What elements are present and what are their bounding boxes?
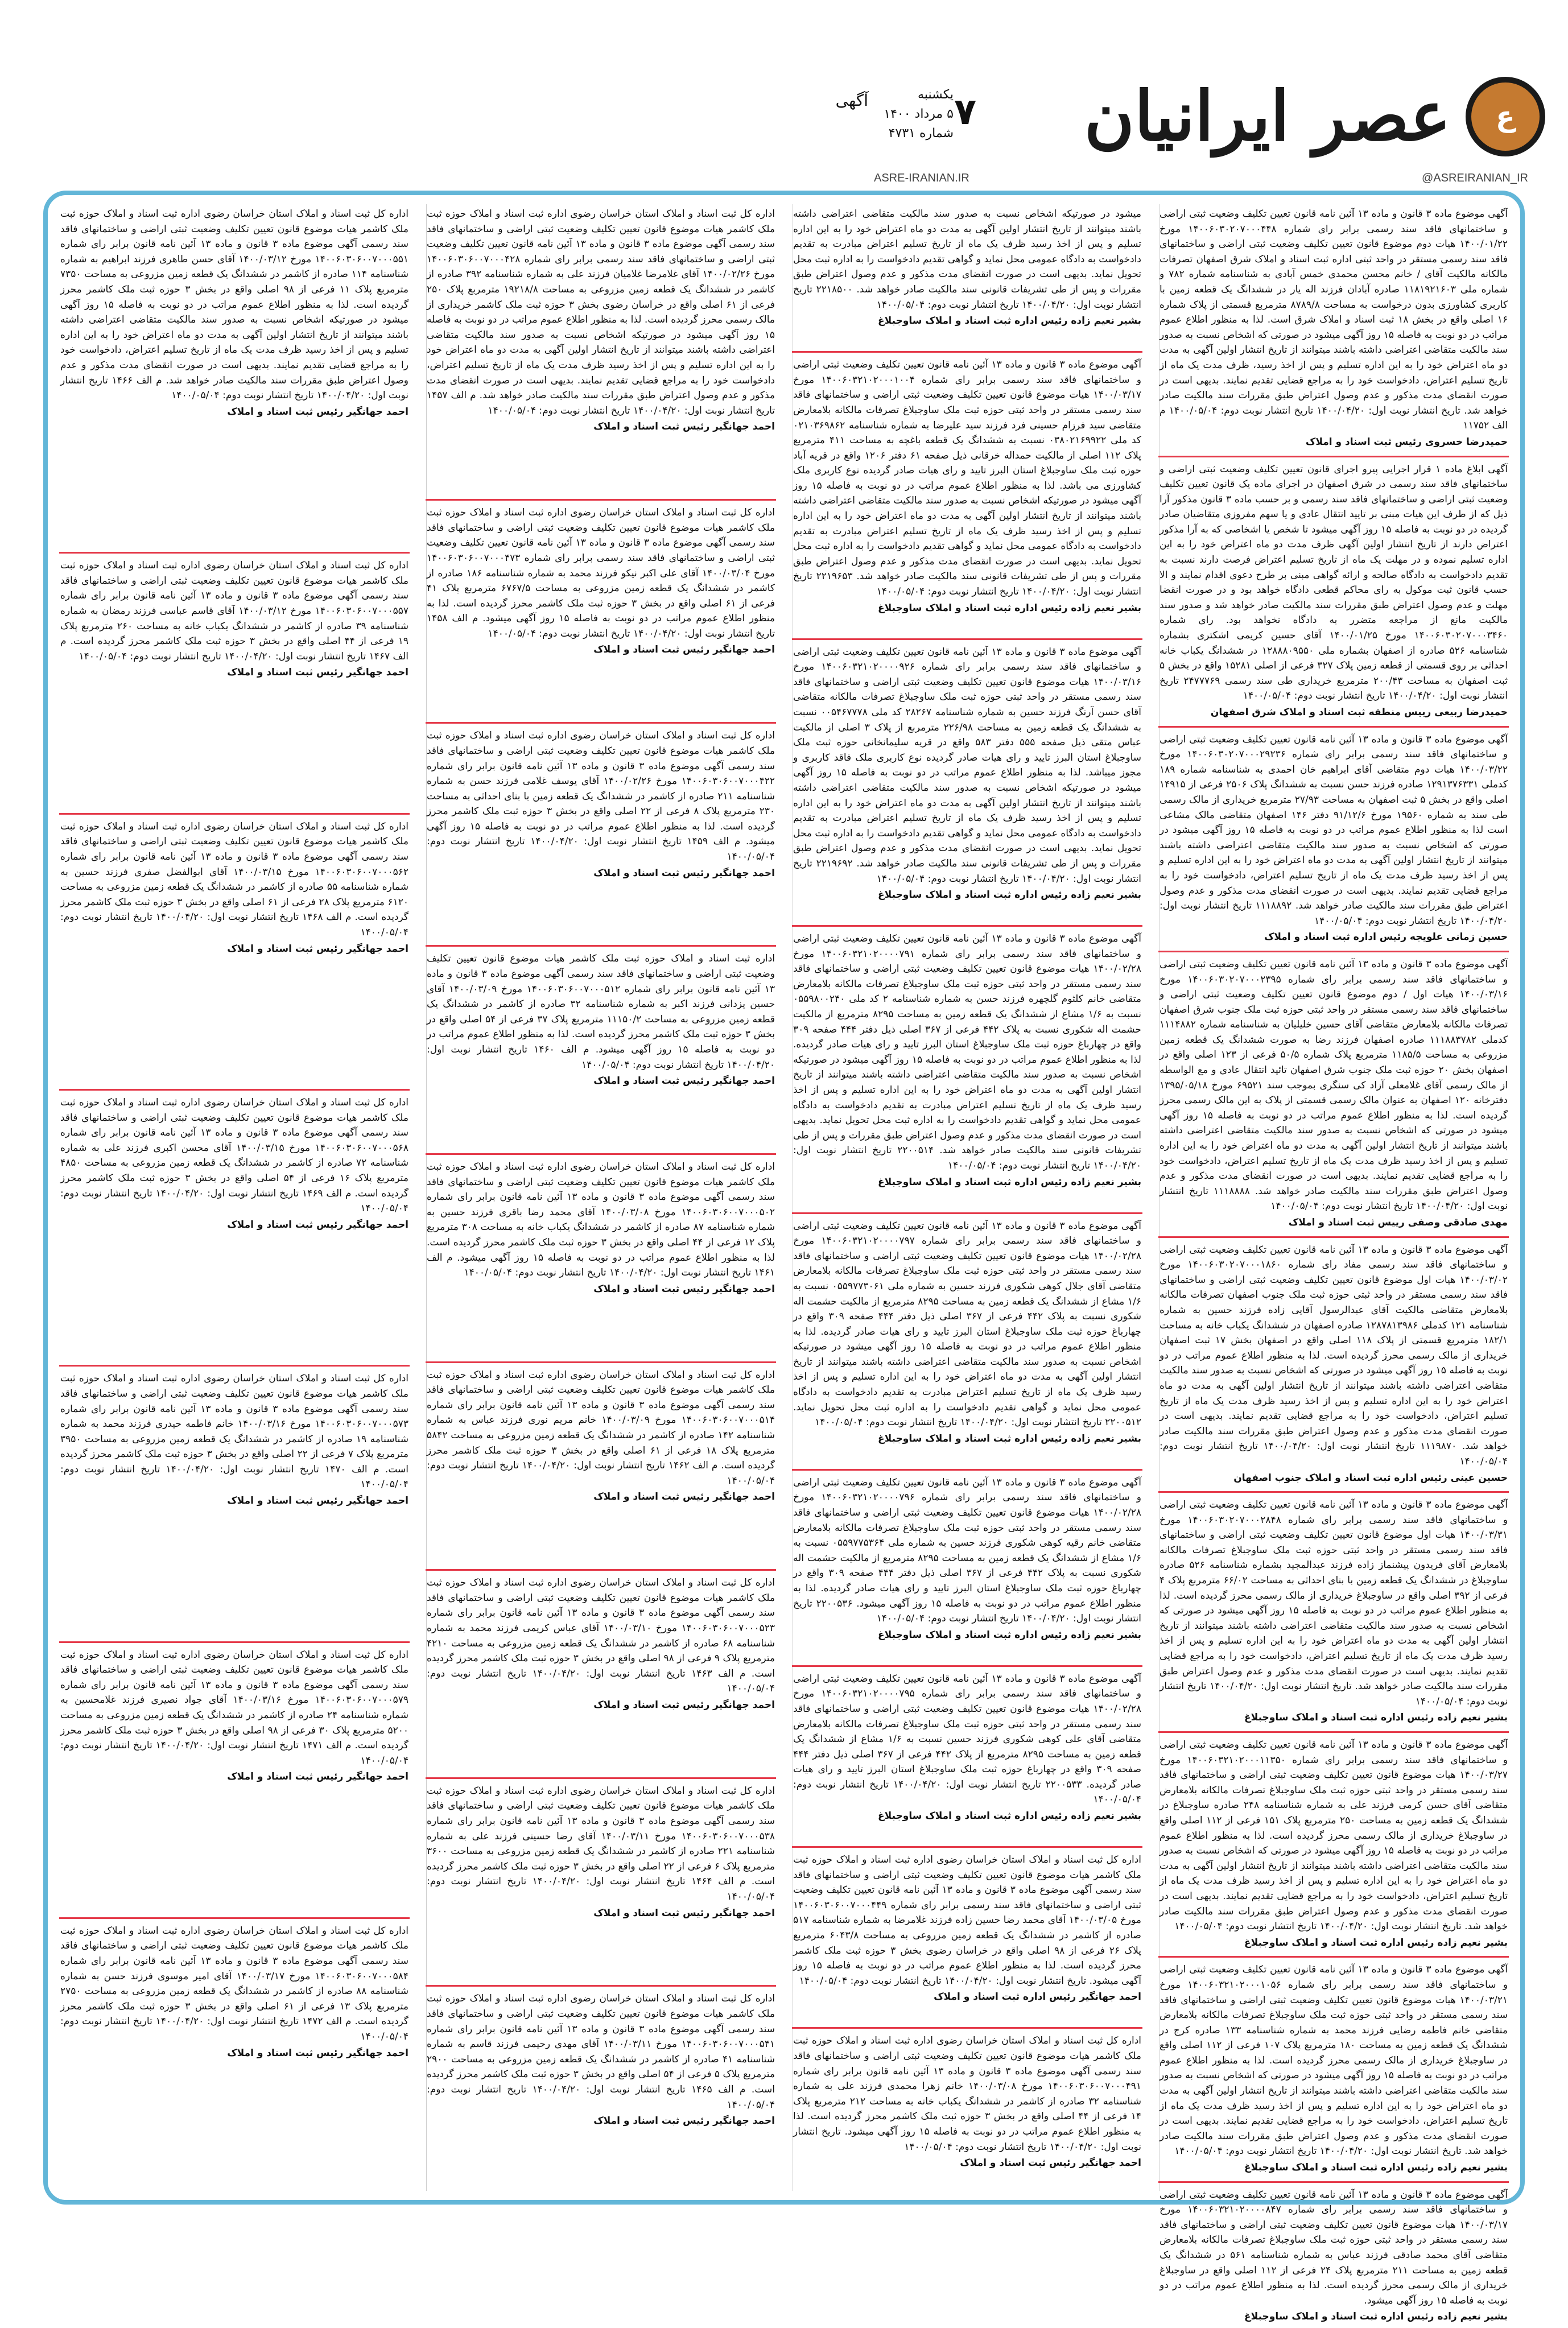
legal-notice — [792, 1669, 1142, 1844]
issue-date: ۵ مرداد ۱۴۰۰ — [884, 107, 954, 121]
legal-notice — [59, 556, 410, 811]
notice-body: اداره کل ثبت اسناد و املاک استان خراسان رضوی اداره ثبت اسناد و املاک حوزه ثبت ملک کاشمر هیات موضوع قانون تعیین تکلیف وضعیت ثبتی اراضی و ساختمانهای فاقد سند رسمی آگهی موضوع ماده ۳ قانون و ماده ۱۳ آئین نامه قانون تعیین تکلیف وضعیت ثبتی اراضی و ساختمانهای فاقد سند رسمی برابر رای شماره ۱۴۰۰۶۰۳۰۶۰۰۷۰۰۰۴۲۸ مورخ ۱۴۰۰/۰۲/۲۶ آقای غلامرضا غلامیان فرزند علی به شماره شناسنامه ۳۹۲ صادره از کاشمر در ششدانگ یک قطعه زمین مزروعی به مساحت ۱۹۲۱۸/۸ مترمربع پلاک ۲۵۰ فرعی از ۶۱ اصلی واقع در خراسان رضوی بخش ۳ حوزه ثبت ملک کاشمر خریداری از مالک رسمی محرز گردیده است. لذا به منظور اطلاع عموم مراتب در دو نوبت به فاصله ۱۵ روز آگهی میشود در صورتیکه اشخاص نسبت به صدور سند مالکیت متقاضی اعتراضی داشته باشند میتوانند از تاریخ انتشار اولین آگهی به مدت دو ماه اعتراض خود را به این اداره تسلیم و پس از اخذ رسید ظرف مدت یک ماه از تاریخ تسلیم اعتراض، دادخواست خود را به مراجع قضایی تقدیم نمایند. بدیهی است در صورت انقضای مدت مذکور و عدم وصول اعتراض طبق مقررات سند مالکیت صادر خواهد شد. م الف ۱۴۵۷ تاریخ انتشار نوبت اول: ۱۴۰۰/۰۴/۲۰ تاریخ انتشار نوبت دوم: ۱۴۰۰/۰۵/۰۴ — [427, 208, 775, 416]
notice-body: اداره کل ثبت اسناد و املاک استان خراسان رضوی اداره ثبت اسناد و املاک حوزه ثبت ملک کاشمر هیات موضوع قانون تعیین تکلیف وضعیت ثبتی اراضی و ساختمانهای فاقد سند رسمی آگهی موضوع ماده ۳ قانون و ماده ۱۳ آئین نامه قانون برابر رای شماره ۱۴۰۰۶۰۳۰۶۰۰۷۰۰۰۴۲۲ مورخ ۱۴۰۰/۰۲/۲۶ آقای یوسف غلامی فرزند حسن به شماره شناسنامه ۲۱۱ صادره از کاشمر در ششدانگ یک قطعه زمین با بنای احداثی به مساحت ۲۳۰ مترمربع پلاک ۸ فرعی از ۲۲ اصلی واقع در بخش ۳ حوزه ثبت ملک کاشمر محرز گردیده است. لذا به منظور اطلاع عموم مراتب در دو نوبت به فاصله ۱۵ روز آگهی میشود. م الف ۱۴۵۹ تاریخ انتشار نوبت اول: ۱۴۰۰/۰۴/۲۰ تاریخ انتشار نوبت دوم: ۱۴۰۰/۰۵/۰۴ — [427, 730, 775, 863]
notice-signature: حمیدرضا خسروی رئیس ثبت اسناد و املاک — [1305, 436, 1508, 448]
ad-separator — [426, 499, 776, 501]
notice-signature: احمد جهانگیر رئیس ثبت اسناد و املاک — [593, 2115, 775, 2127]
ad-separator — [792, 2027, 1142, 2029]
ad-separator — [792, 1212, 1142, 1214]
notice-signature: بشیر نعیم زاده رئیس اداره ثبت اسناد و املاک ساوجبلاغ — [878, 1810, 1141, 1822]
ad-separator — [426, 1777, 776, 1779]
notice-body: اداره کل ثبت اسناد و املاک استان خراسان رضوی اداره ثبت اسناد و املاک حوزه ثبت ملک کاشمر هیات موضوع قانون تعیین تکلیف وضعیت ثبتی اراضی و ساختمانهای فاقد سند رسمی آگهی موضوع ماده ۳ قانون و ماده ۱۳ آئین نامه قانون برابر رای شماره ۱۴۰۰۶۰۳۰۶۰۰۷۰۰۰۵۷۳ مورخ ۱۴۰۰/۰۳/۱۶ خانم فاطمه حیدری فرزند محمد به شماره شناسنامه ۱۹ صادره از کاشمر در ششدانگ یک قطعه زمین مزروعی به مساحت ۳۹۵۰ مترمربع پلاک ۷ فرعی از ۲۲ اصلی واقع در بخش ۳ حوزه ثبت ملک کاشمر محرز گردیده است. م الف ۱۴۷۰ تاریخ انتشار نوبت اول: ۱۴۰۰/۰۴/۲۰ تاریخ انتشار نوبت دوم: ۱۴۰۰/۰۵/۰۴ — [60, 1373, 409, 1491]
notice-body: اداره کل ثبت اسناد و املاک استان خراسان رضوی اداره ثبت اسناد و املاک حوزه ثبت ملک کاشمر هیات موضوع قانون تعیین تکلیف وضعیت ثبتی اراضی و ساختمانهای فاقد سند رسمی آگهی موضوع ماده ۳ قانون و ماده ۱۳ آئین نامه قانون برابر رای شماره ۱۴۰۰۶۰۳۰۶۰۰۷۰۰۰۵۵۷ مورخ ۱۴۰۰/۰۳/۱۲ آقای قاسم عباسی فرزند رمضان به شماره شناسنامه ۳۹ صادره از کاشمر در ششدانگ یکباب خانه به مساحت ۲۶۰ مترمربع پلاک ۱۹ فرعی از ۴۴ اصلی واقع در بخش ۳ حوزه ثبت ملک کاشمر محرز گردیده است. م الف ۱۴۶۷ تاریخ انتشار نوبت اول: ۱۴۰۰/۰۴/۲۰ تاریخ انتشار نوبت دوم: ۱۴۰۰/۰۵/۰۴ — [60, 560, 409, 662]
notice-signature: احمد جهانگیر رئیس ثبت اسناد و املاک — [227, 1771, 408, 1783]
legal-notice — [426, 503, 776, 720]
website-url: ASRE-IRANIAN.IR — [874, 172, 969, 184]
ad-separator — [792, 1469, 1142, 1471]
notice-signature: احمد جهانگیر رئیس ثبت اسناد و املاک — [593, 644, 775, 656]
logo-subline — [874, 172, 1528, 185]
notice-body: آگهی موضوع ماده ۳ قانون و ماده ۱۳ آئین نامه قانون تعیین تکلیف وضعیت ثبتی اراضی و ساختمانهای فاقد سند رسمی برابر رای شماره ۱۴۰۰۶۰۳۲۱۰۲۰۰۰۰۸۴۷ مورخ ۱۴۰۰/۰۳/۱۷ هیات موضوع قانون تعیین تکلیف وضعیت ثبتی اراضی و ساختمانهای فاقد سند رسمی مستقر در واحد ثبتی حوزه ثبت ملک ساوجبلاغ تصرفات مالکانه بلامعارض متقاضی آقای محمد صادقی فرزند عباس به شماره شناسنامه ۵۶۱ در ششدانگ یک قطعه زمین به مساحت ۲۱۱ مترمربع پلاک ۲۴ فرعی از ۱۱۲ اصلی واقع در ساوجبلاغ خریداری از مالک رسمی محرز گردیده است. لذا به منظور اطلاع عموم مراتب در دو نوبت به فاصله ۱۵ روز آگهی میشود. — [1160, 2189, 1508, 2306]
notice-body: اداره کل ثبت اسناد و املاک استان خراسان رضوی اداره ثبت اسناد و املاک حوزه ثبت ملک کاشمر هیات موضوع قانون تعیین تکلیف وضعیت ثبتی اراضی و ساختمانهای فاقد سند رسمی آگهی موضوع ماده ۳ قانون و ماده ۱۳ آئین نامه قانون تعیین تکلیف وضعیت ثبتی اراضی و ساختمانهای فاقد سند رسمی برابر رای شماره ۱۴۰۰۶۰۳۰۶۰۰۷۰۰۰۴۴۹ مورخ ۱۴۰۰/۰۳/۰۵ آقای محمد رضا حسین زاده فرزند غلامرضا به شماره شناسنامه ۵۱۷ صادره از کاشمر در ششدانگ یک قطعه زمین مزروعی به مساحت ۶۰۴۳/۸ مترمربع پلاک ۲۶ فرعی از ۹۸ اصلی واقع در خراسان رضوی بخش ۳ حوزه ثبت ملک کاشمر محرز گردیده است. لذا به منظور اطلاع عموم مراتب در دو نوبت به فاصله ۱۵ روز آگهی میشود. تاریخ انتشار نوبت اول: ۱۴۰۰/۰۴/۲۰ تاریخ انتشار نوبت دوم: ۱۴۰۰/۰۵/۰۴ — [793, 1854, 1141, 1987]
notice-body: اداره ثبت اسناد و املاک حوزه ثبت ملک کاشمر هیات موضوع قانون تعیین تکلیف وضعیت ثبتی اراضی و ساختمانهای فاقد سند رسمی آگهی موضوع ماده ۳ قانون و ماده ۱۳ آئین نامه قانون برابر رای شماره ۱۴۰۰۶۰۳۰۶۰۰۷۰۰۰۵۱۲ مورخ ۱۴۰۰/۰۳/۰۹ آقای حسین یزدانی فرزند اکبر به شماره شناسنامه ۳۲ صادره از کاشمر در ششدانگ یک قطعه زمین مزروعی به مساحت ۱۱۱۵۰/۲ مترمربع پلاک ۳۷ فرعی از ۵۴ اصلی واقع در بخش ۳ حوزه ثبت ملک کاشمر محرز گردیده است. لذا به منظور اطلاع عموم مراتب در دو نوبت به فاصله ۱۵ روز آگهی میشود. م الف ۱۴۶۰ تاریخ انتشار نوبت اول: ۱۴۰۰/۰۴/۲۰ تاریخ انتشار نوبت دوم: ۱۴۰۰/۰۵/۰۴ — [427, 953, 775, 1071]
notice-body: آگهی موضوع ماده ۳ قانون و ماده ۱۳ آئین نامه قانون تعیین تکلیف وضعیت ثبتی اراضی و ساختمانهای فاقد سند رسمی برابر رای شماره ۱۴۰۰۶۰۳۲۱۰۲۰۰۰۱۰۰۴ مورخ ۱۴۰۰/۰۳/۱۷ هیات موضوع قانون تعیین تکلیف وضعیت ثبتی اراضی و ساختمانهای فاقد سند رسمی مستقر در واحد ثبتی حوزه ثبت ملک ساوجبلاغ تصرفات مالکانه بلامعارض متقاضی سید فرزام حسینی فرد فرزند سید علیرضا به شماره شناسنامه ۰۲۱۰۳۶۹۸۶۲ کد ملی ۰۳۸۰۲۱۶۹۹۲۲ نسبت به ششدانگ یک قطعه باغچه به مساحت ۴۱۱ مترمربع پلاک ۱۱۲ اصلی از مالکیت حمداله خرقانی ذیل صفحه ۶۱ دفتر ۱۲۰۶ واقع در قریه آباد حوزه ثبت ملک ساوجبلاغ استان البرز تایید و رای هیات صادر گردیده نوع کاربری ملک کشاورزی می باشد. لذا به منظور اطلاع عموم مراتب در دو نوبت به فاصله ۱۵ روز آگهی میشود در صورتیکه اشخاص نسبت به صدور سند مالکیت متقاضی اعتراضی داشته باشند میتوانند از تاریخ انتشار اولین آگهی به مدت دو ماه اعتراض خود را به این اداره تسلیم و پس از اخذ رسید ظرف یک ماه از تاریخ تسلیم اعتراض مبادرت به تقدیم دادخواست به دادگاه عمومی محل نماید و گواهی تقدیم دادخواست را به اداره ثبت محل تحویل نماید. بدیهی است در صورت انقضای مدت مذکور و عدم وصول اعتراض طبق مقررات و پس از طی تشریفات قانونی سند مالکیت صادر خواهد شد. ۲۲۱۹۶۵۳ تاریخ انتشار نوبت اول: ۱۴۰۰/۰۴/۲۰ تاریخ انتشار نوبت دوم: ۱۴۰۰/۰۵/۰۴ — [793, 359, 1142, 598]
notice-signature: احمد جهانگیر رئیس ثبت اسناد و املاک — [593, 1075, 775, 1087]
ad-separator — [792, 925, 1142, 927]
ad-columns — [59, 204, 1509, 2323]
legal-notice — [59, 1369, 410, 1638]
legal-notice — [59, 1645, 410, 1915]
issue-number: شماره ۴۷۳۱ — [888, 126, 954, 141]
logo-emblem-icon — [1466, 77, 1545, 156]
notice-signature: حسین عینی رئیس اداره ثبت اسناد و املاک جنوب اصفهان — [1233, 1472, 1508, 1484]
ad-separator — [1158, 726, 1509, 728]
ad-separator — [59, 1641, 410, 1643]
notice-body: آگهی موضوع ماده ۳ قانون و ماده ۱۳ آئین نامه قانون تعیین تکلیف وضعیت ثبتی اراضی و ساختمانهای فاقد سند رسمی برابر رای شماره ۱۴۰۰۶۰۳۰۲۰۷۰۰۰۲۸۴۸ مورخ ۱۴۰۰/۰۳/۳۱ هیات اول موضوع قانون تعیین تکلیف وضعیت ثبتی اراضی و ساختمانهای فاقد سند رسمی مستقر در واحد ثبتی حوزه ثبت ملک ساوجبلاغ تصرفات مالکانه بلامعارض آقای فریدون پیشنماز زاده فرزند عبدالمجید بشماره شناسنامه ۵۲۶ صادره ساوجبلاغ در ششدانگ یک قطعه زمین با بنای احداثی به مساحت ۶۶/۰۲ مترمربع پلاک ۴ فرعی از ۳۹۲ اصلی واقع در ساوجبلاغ خریداری از مالک رسمی محرز گردیده است. لذا به منظور اطلاع عموم مراتب در دو نوبت به فاصله ۱۵ روز آگهی میشود در صورتی که اشخاص نسبت به صدور سند مالکیت متقاضی اعتراضی داشته باشند میتوانند از تاریخ انتشار اولین آگهی به مدت دو ماه اعتراض خود را به این اداره تسلیم و پس از اخذ رسید ظرف مدت یک ماه از تاریخ تسلیم اعتراض، دادخواست خود را به مراجع قضایی تقدیم نمایند. بدیهی است در صورت انقضای مدت مذکور و عدم وصول اعتراض طبق مقررات سند مالکیت صادر خواهد شد. تاریخ انتشار نوبت اول: ۱۴۰۰/۰۴/۲۰ تاریخ انتشار نوبت دوم: ۱۴۰۰/۰۵/۰۴ — [1160, 1499, 1508, 1707]
notice-signature: احمد جهانگیر رئیس ثبت اسناد و املاک — [227, 1219, 408, 1231]
page-number: ۷ — [954, 91, 976, 133]
notice-signature: احمد جهانگیر رئیس ثبت اسناد و املاک — [227, 943, 408, 955]
notice-body: آگهی موضوع ماده ۳ قانون و ماده ۱۳ آئین نامه قانون تعیین تکلیف وضعیت ثبتی اراضی و ساختمانهای فاقد سند رسمی برابر رای شماره ۱۴۰۰۶۰۳۲۱۰۲۰۰۰۱۰۵۶ مورخ ۱۴۰۰/۰۳/۲۱ هیات موضوع قانون تعیین تکلیف وضعیت ثبتی اراضی و ساختمانهای فاقد سند رسمی مستقر در واحد ثبتی حوزه ثبت ملک ساوجبلاغ تصرفات مالکانه بلامعارض متقاضی خانم فاطمه رضایی فرزند محمد به شماره شناسنامه ۱۳۳ صادره کرج در ششدانگ یک قطعه زمین به مساحت ۱۸۰ مترمربع پلاک ۱۰۷ فرعی از ۱۱۲ اصلی واقع در ساوجبلاغ خریداری از مالک رسمی محرز گردیده است. لذا به منظور اطلاع عموم مراتب در دو نوبت به فاصله ۱۵ روز آگهی میشود در صورتی که اشخاص نسبت به صدور سند مالکیت متقاضی اعتراضی داشته باشند میتوانند از تاریخ انتشار اولین آگهی به مدت دو ماه اعتراض خود را به این اداره تسلیم و پس از اخذ رسید ظرف مدت یک ماه از تاریخ تسلیم اعتراض، دادخواست خود را به مراجع قضایی تقدیم نمایند. بدیهی است در صورت انقضای مدت مذکور و عدم وصول اعتراض طبق مقررات سند مالکیت صادر خواهد شد. تاریخ انتشار نوبت اول: ۱۴۰۰/۰۴/۲۰ تاریخ انتشار نوبت دوم: ۱۴۰۰/۰۵/۰۴ — [1160, 1964, 1508, 2157]
legal-notice — [792, 1473, 1142, 1663]
legal-notice — [1158, 460, 1509, 724]
legal-notice — [426, 1989, 776, 2191]
ad-separator — [792, 1846, 1142, 1848]
notice-signature: حسین زمانی علویجه رئیس اداره ثبت اسناد و املاک — [1264, 931, 1508, 943]
notice-signature: بشیر نعیم زاده رئیس اداره ثبت اسناد و املاک ساوجبلاغ — [878, 1176, 1141, 1188]
notice-signature: بشیر نعیم زاده رئیس اداره ثبت اسناد و املاک ساوجبلاغ — [1244, 1937, 1508, 1949]
notice-signature: احمد جهانگیر رئیس ثبت اسناد و املاک — [593, 1699, 775, 1711]
notice-signature: احمد جهانگیر رئیس ثبت اسناد و املاک — [227, 1495, 408, 1507]
legal-notice — [1158, 1735, 1509, 1954]
legal-notice — [792, 642, 1142, 923]
ad-separator — [426, 1361, 776, 1363]
notice-body: آگهی ابلاغ ماده ۱ قرار اجرایی پیرو اجرای قانون تعیین تکلیف وضعیت ثبتی اراضی و ساختمانهای فاقد سند رسمی در شرق اصفهان در اجرای ماده یک قانون تعیین تکلیف وضعیت ثبتی اراضی و ساختمانهای فاقد سند رسمی و بر حسب ماده ۳ قانون مذکور آرا ذیل که از طرف این هیات مبنی بر تایید انتقال عادی و یا سهم مفروزی متقاضیان صادر گردیده در دو نوبت به فاصله ۱۵ روز آگهی میشود تا شخص یا اشخاصی که به آرا مذکور اعتراض دارند از تاریخ انتشار اولین آگهی ظرف مدت دو ماه اعتراض خود را به این اداره تسلیم نموده و در مهلت یک ماه از تاریخ تسلیم اعتراض فرصت دارند نسبت به تقدیم دادخواست به دادگاه صالحه و ارائه گواهی مبنی بر طرح دعوی اقدام نمایند و الا حسب قانون ثبت موکول به رای محاکم قطعی دادگاه خواهد بود و در صورت انقضا مهلت و عدم وصول اعتراض طبق مقررات سند مالکیت صادر خواهد شد و صدور سند مالکیت مانع از مراجعه متضرر به دادگاه نخواهد بود. رای شماره ۱۴۰۰۶۰۳۰۲۰۷۰۰۰۳۴۶۰ مورخ ۱۴۰۰/۰۱/۲۵ آقای حسین کریمی اشکتری بشماره شناسنامه ۵۲۶ صادره از اصفهان بشماره ملی ۱۲۸۸۸۰۹۵۵۰ در ششدانگ یکباب خانه احداثی بر روی قسمتی از قطعه زمین پلاک ۳۲۷ فرعی از اصلی ۱۵۲۸۱ واقع در بخش ۵ ثبت اصفهان به مساحت ۲۰۰/۴۳ مترمربع خریداری طی سند رسمی ۲۴۷۷۷۶۹ تاریخ انتشار نوبت اول: ۱۴۰۰/۰۴/۲۰ تاریخ انتشار نوبت دوم: ۱۴۰۰/۰۵/۰۴ — [1160, 463, 1508, 702]
notice-body: آگهی موضوع ماده ۳ قانون و ماده ۱۳ آئین نامه قانون تعیین تکلیف وضعیت ثبتی اراضی و ساختمانهای فاقد سند رسمی برابر رای شماره ۱۴۰۰۶۰۳۲۱۰۲۰۰۰۰۷۹۱ مورخ ۱۴۰۰/۰۲/۲۸ هیات موضوع قانون تعیین تکلیف وضعیت ثبتی اراضی و ساختمانهای فاقد سند رسمی مستقر در واحد ثبتی حوزه ثبت ملک ساوجبلاغ تصرفات مالکانه بلامعارض متقاضی خانم کلثوم گلچهره فرزند حسن به شماره شناسنامه ۲ کد ملی ۰۵۵۹۸۰۰۲۴۰ نسبت به ۱/۶ مشاع از ششدانگ یک قطعه زمین به مساحت ۸۲۹۵ مترمربع از مالکیت حشمت اله شکوری نسبت به پلاک ۴۴۲ فرعی از ۳۶۷ اصلی ذیل دفتر ۴۴۴ صفحه ۳۰۹ واقع در چهارباغ حوزه ثبت ملک ساوجبلاغ استان البرز تایید و رای هیات صادر گردیده. لذا به منظور اطلاع عموم مراتب در دو نوبت به فاصله ۱۵ روز آگهی میشود در صورتیکه اشخاص نسبت به صدور سند مالکیت متقاضی اعتراضی داشته باشند میتوانند از تاریخ انتشار اولین آگهی به مدت دو ماه اعتراض خود را به این اداره تسلیم و پس از اخذ رسید ظرف یک ماه از تاریخ تسلیم اعتراض مبادرت به تقدیم دادخواست به دادگاه عمومی محل نماید و گواهی تقدیم دادخواست را به اداره ثبت محل تحویل نماید. بدیهی است در صورت انقضای مدت مذکور و عدم وصول اعتراض طبق مقررات و پس از طی تشریفات قانونی سند مالکیت صادر خواهد شد. ۲۲۰۰۵۱۴ تاریخ انتشار نوبت اول: ۱۴۰۰/۰۴/۲۰ تاریخ انتشار نوبت دوم: ۱۴۰۰/۰۵/۰۴ — [793, 933, 1142, 1171]
ad-separator — [426, 1153, 776, 1155]
legal-notice — [792, 2031, 1142, 2191]
notice-body: اداره کل ثبت اسناد و املاک استان خراسان رضوی اداره ثبت اسناد و املاک حوزه ثبت ملک کاشمر هیات موضوع قانون تعیین تکلیف وضعیت ثبتی اراضی و ساختمانهای فاقد سند رسمی آگهی موضوع ماده ۳ قانون و ماده ۱۳ آئین نامه قانون برابر رای شماره ۱۴۰۰۶۰۳۰۶۰۰۷۰۰۰۵۳۸ مورخ ۱۴۰۰/۰۳/۱۱ آقای رضا حسینی فرزند علی به شماره شناسنامه ۲۲۱ صادره از کاشمر در ششدانگ یک قطعه زمین مزروعی به مساحت ۳۶۰۰ مترمربع پلاک ۶ فرعی از ۲۲ اصلی واقع در بخش ۳ حوزه ثبت ملک کاشمر محرز گردیده است. م الف ۱۴۶۴ تاریخ انتشار نوبت اول: ۱۴۰۰/۰۴/۲۰ تاریخ انتشار نوبت دوم: ۱۴۰۰/۰۵/۰۴ — [427, 1785, 775, 1902]
notice-body: آگهی موضوع ماده ۳ قانون و ماده ۱۳ آئین نامه قانون تعیین تکلیف وضعیت ثبتی اراضی و ساختمانهای فاقد سند رسمی برابر رای شماره ۱۴۰۰۶۰۳۲۱۰۲۰۰۰۰۹۲۶ مورخ ۱۴۰۰/۰۳/۱۶ هیات موضوع قانون تعیین تکلیف وضعیت ثبتی اراضی و ساختمانهای فاقد سند رسمی مستقر در واحد ثبتی حوزه ثبت ملک ساوجبلاغ تصرفات مالکانه متقاضی آقای حسن آرنگ فرزند حسین به شماره شناسنامه ۲۸۲۶۷ کد ملی ۰۰۵۴۶۷۷۷۸ نسبت به ششدانگ یک قطعه زمین به مساحت ۲۲۶/۹۸ مترمربع از پلاک ۳ اصلی از مالکیت عباس متقی ذیل صفحه ۵۵۵ دفتر ۵۸۳ واقع در قریه سلیمانخانی حوزه ثبت ملک ساوجبلاغ استان البرز تایید و رای هیات صادر گردیده نوع کاربری ملک فاقد کاربری و مجوز میباشد. لذا به منظور اطلاع عموم مراتب در دو نوبت به فاصله ۱۵ روز آگهی میشود در صورتیکه اشخاص نسبت به صدور سند مالکیت متقاضی اعتراضی داشته باشند میتوانند از تاریخ انتشار اولین آگهی به مدت دو ماه اعتراض خود را به این اداره تسلیم و پس از اخذ رسید ظرف یک ماه از تاریخ تسلیم اعتراض مبادرت به تقدیم دادخواست به دادگاه عمومی محل نماید و گواهی تقدیم دادخواست را به اداره ثبت محل تحویل نماید. بدیهی است در صورت انقضای مدت مذکور و عدم وصول اعتراض طبق مقررات و پس از طی تشریفات قانونی سند مالکیت صادر خواهد شد. ۲۲۱۹۶۹۲ تاریخ انتشار نوبت اول: ۱۴۰۰/۰۴/۲۰ تاریخ انتشار نوبت دوم: ۱۴۰۰/۰۵/۰۴ — [793, 646, 1142, 885]
ad-separator — [426, 1569, 776, 1571]
section-label: آگهی — [835, 91, 868, 110]
notice-body: اداره کل ثبت اسناد و املاک استان خراسان رضوی اداره ثبت اسناد و املاک حوزه ثبت ملک کاشمر هیات موضوع قانون تعیین تکلیف وضعیت ثبتی اراضی و ساختمانهای فاقد سند رسمی آگهی موضوع ماده ۳ قانون و ماده ۱۳ آئین نامه قانون برابر رای شماره ۱۴۰۰۶۰۳۰۶۰۰۷۰۰۰۵۶۸ مورخ ۱۴۰۰/۰۳/۱۵ آقای محسن اکبری فرزند علی به شماره شناسنامه ۷۲ صادره از کاشمر در ششدانگ یک قطعه زمین مزروعی به مساحت ۴۸۵۰ مترمربع پلاک ۱۶ فرعی از ۵۴ اصلی واقع در بخش ۳ حوزه ثبت ملک کاشمر محرز گردیده است. م الف ۱۴۶۹ تاریخ انتشار نوبت اول: ۱۴۰۰/۰۴/۲۰ تاریخ انتشار نوبت دوم: ۱۴۰۰/۰۵/۰۴ — [60, 1097, 409, 1215]
notice-signature: احمد جهانگیر رئیس ثبت اسناد و املاک — [593, 1283, 775, 1295]
masthead-issue-info — [34, 28, 831, 154]
legal-notice — [426, 726, 776, 943]
logo-wordmark: عصر ایرانیان — [1084, 76, 1451, 156]
legal-notice — [59, 817, 410, 1087]
ad-separator — [1158, 1491, 1509, 1493]
legal-notice — [792, 929, 1142, 1210]
ad-separator — [426, 722, 776, 724]
logo-emblem-letter: ع — [1495, 100, 1516, 133]
ad-column — [1158, 204, 1509, 2323]
ad-separator — [426, 1985, 776, 1987]
notice-body: اداره کل ثبت اسناد و املاک استان خراسان رضوی اداره ثبت اسناد و املاک حوزه ثبت ملک کاشمر هیات موضوع قانون تعیین تکلیف وضعیت ثبتی اراضی و ساختمانهای فاقد سند رسمی آگهی موضوع ماده ۳ قانون و ماده ۱۳ آئین نامه قانون برابر رای شماره ۱۴۰۰۶۰۳۰۶۰۰۷۰۰۰۵۲۳ مورخ ۱۴۰۰/۰۳/۱۰ آقای عباس کریمی فرزند محمد به شماره شناسنامه ۶۸ صادره از کاشمر در ششدانگ یک قطعه زمین مزروعی به مساحت ۴۲۱۰ مترمربع پلاک ۹ فرعی از ۹۸ اصلی واقع در بخش ۳ حوزه ثبت ملک کاشمر محرز گردیده است. م الف ۱۴۶۳ تاریخ انتشار نوبت اول: ۱۴۰۰/۰۴/۲۰ تاریخ انتشار نوبت دوم: ۱۴۰۰/۰۵/۰۴ — [427, 1577, 775, 1695]
notice-body: اداره کل ثبت اسناد و املاک استان خراسان رضوی اداره ثبت اسناد و املاک حوزه ثبت ملک کاشمر هیات موضوع قانون تعیین تکلیف وضعیت ثبتی اراضی و ساختمانهای فاقد سند رسمی آگهی موضوع ماده ۳ قانون و ماده ۱۳ آئین نامه قانون برابر رای شماره ۱۴۰۰۶۰۳۰۶۰۰۷۰۰۰۵۵۱ مورخ ۱۴۰۰/۰۳/۱۲ آقای حسن طاهری فرزند ابراهیم به شماره شناسنامه ۱۱۴ صادره از کاشمر در ششدانگ یک قطعه زمین مزروعی به مساحت ۷۳۵۰ مترمربع پلاک ۱۱ فرعی از ۹۸ اصلی واقع در بخش ۳ حوزه ثبت ملک کاشمر محرز گردیده است. لذا به منظور اطلاع عموم مراتب در دو نوبت به فاصله ۱۵ روز آگهی میشود در صورتیکه اشخاص نسبت به صدور سند مالکیت متقاضی اعتراضی داشته باشند میتوانند از تاریخ انتشار اولین آگهی به مدت دو ماه اعتراض خود را به این اداره تسلیم و پس از اخذ رسید ظرف مدت یک ماه از تاریخ تسلیم اعتراض، دادخواست خود را به مراجع قضایی تقدیم نمایند. بدیهی است در صورت انقضای مدت مذکور و عدم وصول اعتراض طبق مقررات سند مالکیت صادر خواهد شد. م الف ۱۴۶۶ تاریخ انتشار نوبت اول: ۱۴۰۰/۰۴/۲۰ تاریخ انتشار نوبت دوم: ۱۴۰۰/۰۵/۰۴ — [60, 208, 409, 402]
notice-signature: مهدی صادقی وصفی رییس ثبت اسناد و املاک — [1288, 1217, 1508, 1228]
notice-body: آگهی موضوع ماده ۳ قانون و ماده ۱۳ آئین نامه قانون تعیین تکلیف وضعیت ثبتی اراضی و ساختمانهای فاقد سند رسمی برابر رای شماره ۱۴۰۰۶۰۳۲۱۰۲۰۰۰۰۷۹۶ مورخ ۱۴۰۰/۰۲/۲۸ هیات موضوع قانون تعیین تکلیف وضعیت ثبتی اراضی و ساختمانهای فاقد سند رسمی مستقر در واحد ثبتی حوزه ثبت ملک ساوجبلاغ تصرفات مالکانه بلامعارض متقاضی خانم رقیه کوهی شکوری فرزند حسین به شماره ملی ۰۵۵۹۷۷۵۳۶۴ نسبت به ۱/۶ مشاع از ششدانگ یک قطعه زمین به مساحت ۸۲۹۵ مترمربع از مالکیت حشمت اله شکوری نسبت به پلاک ۴۴۲ فرعی از ۳۶۷ اصلی ذیل دفتر ۴۴۴ صفحه ۳۰۹ واقع در چهارباغ حوزه ثبت ملک ساوجبلاغ استان البرز تایید و رای هیات صادر گردیده. لذا به منظور اطلاع عموم مراتب در دو نوبت به فاصله ۱۵ روز آگهی میشود. ۲۲۰۰۵۳۶ تاریخ انتشار نوبت اول: ۱۴۰۰/۰۴/۲۰ تاریخ انتشار نوبت دوم: ۱۴۰۰/۰۵/۰۴ — [793, 1476, 1142, 1625]
legal-notice — [1158, 204, 1509, 453]
notice-signature: احمد جهانگیر رئیس ثبت اسناد و املاک — [593, 867, 775, 879]
legal-notice — [59, 1093, 410, 1363]
notice-signature: بشیر نعیم زاده رئیس اداره ثبت اسناد و املاک ساوجبلاغ — [1244, 2311, 1508, 2323]
notice-signature: احمد جهانگیر رئیس ثبت اسناد و املاک — [593, 421, 775, 433]
ad-separator — [792, 638, 1142, 640]
ad-separator — [59, 813, 410, 815]
notice-signature: احمد جهانگیر رئیس ثبت اسناد و املاک — [227, 667, 408, 679]
notice-signature: بشیر نعیم زاده رئیس اداره ثبت اسناد و املاک ساوجبلاغ — [878, 315, 1141, 327]
ad-separator — [1158, 951, 1509, 952]
legal-notice — [59, 204, 410, 550]
notice-signature: حمیدرضا ربیعی رییس منطقه ثبت اسناد و املاک شرق اصفهان — [1210, 707, 1508, 718]
ad-separator — [1158, 456, 1509, 457]
notice-body: اداره کل ثبت اسناد و املاک استان خراسان رضوی اداره ثبت اسناد و املاک حوزه ثبت ملک کاشمر هیات موضوع قانون تعیین تکلیف وضعیت ثبتی اراضی و ساختمانهای فاقد سند رسمی آگهی موضوع ماده ۳ قانون و ماده ۱۳ آئین نامه قانون برابر رای شماره ۱۴۰۰۶۰۳۰۶۰۰۷۰۰۰۵۰۲ مورخ ۱۴۰۰/۰۳/۰۸ آقای محمد رضا باقری فرزند حسین به شماره شناسنامه ۸۷ صادره از کاشمر در ششدانگ یکباب خانه به مساحت ۳۰۸ مترمربع پلاک ۱۲ فرعی از ۴۴ اصلی واقع در بخش ۳ حوزه ثبت ملک کاشمر محرز گردیده است. لذا به منظور اطلاع عموم مراتب در دو نوبت به فاصله ۱۵ روز آگهی میشود. م الف ۱۴۶۱ تاریخ انتشار نوبت اول: ۱۴۰۰/۰۴/۲۰ تاریخ انتشار نوبت دوم: ۱۴۰۰/۰۵/۰۴ — [427, 1161, 775, 1279]
notice-body: آگهی موضوع ماده ۳ قانون و ماده ۱۳ آئین نامه قانون تعیین تکلیف وضعیت ثبتی اراضی و ساختمانهای فاقد سند رسمی برابر رای شماره ۱۴۰۰۶۰۳۰۲۰۷۰۰۰۲۳۹۵ مورخ ۱۴۰۰/۰۳/۱۶ هیات اول / دوم موضوع قانون تعیین تکلیف وضعیت ثبتی اراضی و ساختمانهای فاقد سند رسمی مستقر در واحد ثبتی حوزه ثبت ملک جنوب شرق اصفهان تصرفات مالکانه بلامعارض متقاضی آقای حسین خلیلیان به شناسنامه شماره ۱۱۱۴۸۸۲ کدملی ۱۱۱۸۸۳۷۸۲ صادره اصفهان فرزند رضا به صورت ششدانگ یک قطعه زمین مزروعی به مساحت ۱۱۸۵/۵ مترمربع پلاک شماره ۵۰/۵ فرعی از ۱۲۳ اصلی واقع در اصفهان بخش ۲۰ حوزه ثبت ملک جنوب شرق اصفهان تائید انتقال عادی و مع الواسطه از مالک رسمی آقای غلامعلی آزاد کی سنگری بموجب سند ۶۹۵۲۱ مورخ ۱۳۹۵/۰۵/۱۸ دفترخانه ۱۲۰ اصفهان به عنوان مالک رسمی قسمتی از پلاک به این مالک رسمی محرز گردیده است. لذا به منظور اطلاع عموم مراتب در دو نوبت به فاصله ۱۵ روز آگهی میشود در صورتی که اشخاص نسبت به صدور سند مالکیت متقاضی اعتراضی داشته باشند میتوانند از تاریخ انتشار اولین آگهی به مدت دو ماه اعتراض خود را به این اداره تسلیم و پس از اخذ رسید ظرف مدت یک ماه از تاریخ تسلیم اعتراض، دادخواست خود را به مراجع قضایی تقدیم نمایند. بدیهی است در صورت انقضای مدت مذکور و عدم وصول اعتراض طبق مقررات سند مالکیت صادر خواهد شد. ۱۱۱۸۸۸۸ تاریخ انتشار نوبت اول: ۱۴۰۰/۰۴/۲۰ تاریخ انتشار نوبت دوم: ۱۴۰۰/۰۵/۰۴ — [1160, 958, 1508, 1212]
ad-separator — [1158, 1236, 1509, 1238]
ad-separator — [59, 1365, 410, 1367]
notice-body: آگهی موضوع ماده ۳ قانون و ماده ۱۳ آئین نامه قانون تعیین تکلیف وضعیت ثبتی اراضی و ساختمانهای فاقد سند رسمی برابر رای شماره ۱۴۰۰۶۰۳۲۱۰۲۰۰۰۰۷۹۵ مورخ ۱۴۰۰/۰۲/۲۸ هیات موضوع قانون تعیین تکلیف وضعیت ثبتی اراضی و ساختمانهای فاقد سند رسمی مستقر در واحد ثبتی حوزه ثبت ملک ساوجبلاغ تصرفات مالکانه بلامعارض متقاضی آقای علی کوهی شکوری فرزند حسین نسبت به ۱/۶ مشاع از ششدانگ یک قطعه زمین به مساحت ۸۲۹۵ مترمربع از پلاک ۴۴۲ فرعی از ۳۶۷ اصلی ذیل دفتر ۴۴۴ صفحه ۳۰۹ واقع در چهارباغ حوزه ثبت ملک ساوجبلاغ استان البرز تایید و رای هیات صادر گردیده. ۲۲۰۰۵۳۳ تاریخ انتشار نوبت اول: ۱۴۰۰/۰۴/۲۰ تاریخ انتشار نوبت دوم: ۱۴۰۰/۰۵/۰۴ — [793, 1673, 1142, 1806]
ad-column — [426, 204, 776, 2191]
notice-body: اداره کل ثبت اسناد و املاک استان خراسان رضوی اداره ثبت اسناد و املاک حوزه ثبت ملک کاشمر هیات موضوع قانون تعیین تکلیف وضعیت ثبتی اراضی و ساختمانهای فاقد سند رسمی آگهی موضوع ماده ۳ قانون و ماده ۱۳ آئین نامه قانون برابر رای شماره ۱۴۰۰۶۰۳۰۶۰۰۷۰۰۰۵۱۴ مورخ ۱۴۰۰/۰۳/۰۹ خانم مریم نوری فرزند عباس به شماره شناسنامه ۱۴۲ صادره از کاشمر در ششدانگ یک قطعه زمین مزروعی به مساحت ۵۸۴۲ مترمربع پلاک ۱۸ فرعی از ۶۱ اصلی واقع در بخش ۳ حوزه ثبت ملک کاشمر محرز گردیده است. م الف ۱۴۶۲ تاریخ انتشار نوبت اول: ۱۴۰۰/۰۴/۲۰ تاریخ انتشار نوبت دوم: ۱۴۰۰/۰۵/۰۴ — [427, 1369, 775, 1487]
issue-day: یکشنبه — [918, 88, 954, 102]
legal-notice — [426, 1157, 776, 1359]
issue-details — [828, 85, 954, 143]
legal-notice — [426, 949, 776, 1151]
ad-separator — [59, 1917, 410, 1919]
notice-signature: بشیر نعیم زاده رئیس اداره ثبت اسناد و املاک ساوجبلاغ — [878, 1629, 1141, 1641]
legal-notice — [1158, 955, 1509, 1234]
notice-body: اداره کل ثبت اسناد و املاک استان خراسان رضوی اداره ثبت اسناد و املاک حوزه ثبت ملک کاشمر هیات موضوع قانون تعیین تکلیف وضعیت ثبتی اراضی و ساختمانهای فاقد سند رسمی آگهی موضوع ماده ۳ قانون و ماده ۱۳ آئین نامه قانون برابر رای شماره ۱۴۰۰۶۰۳۰۶۰۰۷۰۰۰۵۸۴ مورخ ۱۴۰۰/۰۳/۱۷ آقای امیر موسوی فرزند حسن به شماره شناسنامه ۸۸ صادره از کاشمر در ششدانگ یک قطعه زمین مزروعی به مساحت ۲۷۵۰ مترمربع پلاک ۱۳ فرعی از ۶۱ اصلی واقع در بخش ۳ حوزه ثبت ملک کاشمر محرز گردیده است. م الف ۱۴۷۲ تاریخ انتشار نوبت اول: ۱۴۰۰/۰۴/۲۰ تاریخ انتشار نوبت دوم: ۱۴۰۰/۰۵/۰۴ — [60, 1925, 409, 2042]
legal-notice — [1158, 1240, 1509, 1489]
legal-notice — [1158, 2185, 1509, 2328]
notice-body: آگهی موضوع ماده ۳ قانون و ماده ۱۳ آئین نامه قانون تعیین تکلیف وضعیت ثبتی اراضی و ساختمانهای فاقد سند رسمی برابر رای شماره ۱۴۰۰۶۰۳۰۲۰۷۰۰۰۲۹۲۳۶ مورخ ۱۴۰۰/۰۳/۲۲ هیات دوم متقاضی آقای ابراهیم خان احمدی به شناسنامه شماره ۱۸۹ کدملی ۱۲۹۱۳۷۶۳۳۱ صادره فرزند حسن نسبت به ششدانگ پلاک ۲۵۰۶ فرعی از ۱۴۹۱۵ اصلی واقع در بخش ۵ ثبت اصفهان به مساحت ۲۷/۹۳ مترمربع خریداری از مالک رسمی طی سند به شماره ۱۹۵۶۰ مورخ ۹۱/۱۲/۶ دفتر ۱۴۶ اصفهان متقاضی مالک مشاعی است لذا به منظور اطلاع عموم مراتب در دو نوبت به فاصله ۱۵ روز آگهی میشود در صورتی که اشخاص نسبت به صدور سند مالکیت متقاضی اعتراضی داشته باشند میتوانند از تاریخ انتشار اولین آگهی به مدت دو ماه اعتراض خود را به این اداره تسلیم و پس از اخذ رسید ظرف مدت یک ماه از تاریخ تسلیم اعتراض، دادخواست خود را به مراجع قضایی تقدیم نمایند. بدیهی است در صورت انقضای مدت مذکور و عدم وصول اعتراض طبق مقررات سند مالکیت صادر خواهد شد. ۱۱۱۸۸۹۲ تاریخ انتشار نوبت اول: ۱۴۰۰/۰۴/۲۰ تاریخ انتشار نوبت دوم: ۱۴۰۰/۰۵/۰۴ — [1160, 733, 1508, 927]
social-handle: @ASREIRANIAN_IR — [1421, 172, 1528, 184]
notice-body: اداره کل ثبت اسناد و املاک استان خراسان رضوی اداره ثبت اسناد و املاک حوزه ثبت ملک کاشمر هیات موضوع قانون تعیین تکلیف وضعیت ثبتی اراضی و ساختمانهای فاقد سند رسمی آگهی موضوع ماده ۳ قانون و ماده ۱۳ آئین نامه قانون برابر رای شماره ۱۴۰۰۶۰۳۰۶۰۰۷۰۰۰۴۹۱ مورخ ۱۴۰۰/۰۳/۰۸ خانم زهرا محمدی فرزند علی به شماره شناسنامه ۳۲ صادره از کاشمر در ششدانگ یکباب خانه به مساحت ۲۱۲ مترمربع پلاک ۱۴ فرعی از ۴۴ اصلی واقع در بخش ۳ حوزه ثبت ملک کاشمر محرز گردیده است. لذا به منظور اطلاع عموم مراتب در دو نوبت به فاصله ۱۵ روز آگهی میشود. تاریخ انتشار نوبت اول: ۱۴۰۰/۰۴/۲۰ تاریخ انتشار نوبت دوم: ۱۴۰۰/۰۵/۰۴ — [793, 2035, 1142, 2153]
legal-notice — [792, 1850, 1142, 2025]
legal-notice — [426, 1365, 776, 1567]
legal-notice — [426, 1573, 776, 1775]
legal-notice — [1158, 730, 1509, 948]
notice-signature: احمد جهانگیر رئیس ثبت اسناد و املاک — [593, 1491, 775, 1503]
ads-frame — [43, 191, 1525, 2323]
ad-separator — [426, 945, 776, 947]
notice-body: آگهی موضوع ماده ۳ قانون و ماده ۱۳ آئین نامه قانون تعیین تکلیف وضعیت ثبتی اراضی و ساختمانهای فاقد سند رسمی برابر رای شماره ۱۴۰۰۶۰۳۰۲۰۷۰۰۰۴۴۸ مورخ ۱۴۰۰/۰۱/۲۲ هیات دوم موضوع قانون تعیین تکلیف وضعیت ثبتی اراضی و ساختمانهای فاقد سند رسمی مستقر در واحد ثبتی اداره ثبت اسناد و املاک شرق اصفهان تصرفات مالکانه مالکیت آقای / خانم محسن محمدی خمس آبادی به شناسنامه شماره ۷۸۲ و شماره ملی ۱۱۸۱۹۲۱۶۰۳ صادره آبادان فرزند اله یار در ششدانگ یک قطعه زمین با کاربری کشاورزی بدون درخواست به مساحت ۸۷۸۹/۸ مترمربع قسمتی از پلاک شماره ۱۶ اصلی واقع در بخش ۱۸ ثبت اسناد و املاک شرق است. لذا به منظور اطلاع عموم مراتب در دو نوبت به فاصله ۱۵ روز آگهی میشود در صورتی که اشخاص نسبت به صدور سند مالکیت متقاضی اعتراضی داشته باشند میتوانند از تاریخ انتشار اولین آگهی به مدت دو ماه اعتراض خود را به این اداره تسلیم و پس از اخذ رسید، ظرف مدت یک ماه از تاریخ تسلیم اعتراض، دادخواست خود را به مراجع قضایی تقدیم نمایند. بدیهی است در صورت انقضای مدت مذکور و عدم وصول اعتراض طبق مقررات سند مالکیت صادر خواهد شد. تاریخ انتشار نوبت اول: ۱۴۰۰/۰۴/۲۰ تاریخ انتشار نوبت دوم: ۱۴۰۰/۰۵/۰۴ م الف ۱۱۷۵۲ — [1160, 208, 1508, 432]
masthead — [0, 0, 1568, 188]
legal-notice — [59, 1921, 410, 2191]
notice-body: آگهی موضوع ماده ۳ قانون و ماده ۱۳ آئین نامه قانون تعیین تکلیف وضعیت ثبتی اراضی و ساختمانهای فاقد سند رسمی مفاد رای شماره ۱۴۰۰۶۰۳۰۲۰۷۰۰۰۱۸۶۰ مورخ ۱۴۰۰/۰۳/۰۲ هیات اول موضوع قانون تعیین تکلیف وضعیت ثبتی اراضی و ساختمانهای فاقد سند رسمی مستقر در واحد ثبتی حوزه ثبت ملک جنوب اصفهان تصرفات مالکانه بلامعارض متقاضی مالکیت آقای عبدالرسول آقایی زاده فرزند حسین به شماره شناسنامه ۱۲۱ کدملی ۱۲۸۷۸۱۳۹۸۶ صادره اصفهان در ششدانگ یکباب خانه به مساحت ۱۸۲/۱ مترمربع قسمتی از پلاک ۱۱۸ اصلی واقع در اصفهان بخش ۱۷ ثبت اصفهان خریداری از مالک رسمی محرز گردیده است. لذا به منظور اطلاع عموم مراتب در دو نوبت به فاصله ۱۵ روز آگهی میشود در صورتی که اشخاص نسبت به صدور سند مالکیت متقاضی اعتراضی داشته باشند میتوانند از تاریخ انتشار اولین آگهی به مدت دو ماه اعتراض خود را به این اداره تسلیم و پس از اخذ رسید ظرف مدت یک ماه از تاریخ تسلیم اعتراض، دادخواست خود را به مراجع قضایی تقدیم نمایند. بدیهی است در صورت انقضای مدت مذکور و عدم وصول اعتراض طبق مقررات سند مالکیت صادر خواهد شد. ۱۱۱۹۸۷۰ تاریخ انتشار نوبت اول: ۱۴۰۰/۰۴/۲۰ تاریخ انتشار نوبت دوم: ۱۴۰۰/۰۵/۰۴ — [1160, 1244, 1508, 1467]
notice-signature: بشیر نعیم زاده رئیس اداره ثبت اسناد و املاک ساوجبلاغ — [878, 1433, 1141, 1444]
ad-separator — [59, 1089, 410, 1091]
legal-notice — [792, 355, 1142, 635]
notice-signature: احمد جهانگیر رئیس ثبت اسناد و املاک — [960, 2157, 1141, 2169]
legal-notice — [1158, 1495, 1509, 1729]
notice-body: اداره کل ثبت اسناد و املاک استان خراسان رضوی اداره ثبت اسناد و املاک حوزه ثبت ملک کاشمر هیات موضوع قانون تعیین تکلیف وضعیت ثبتی اراضی و ساختمانهای فاقد سند رسمی آگهی موضوع ماده ۳ قانون و ماده ۱۳ آئین نامه قانون تعیین تکلیف وضعیت ثبتی اراضی و ساختمانهای فاقد سند رسمی برابر رای شماره ۱۴۰۰۶۰۳۰۶۰۰۷۰۰۰۴۷۳ مورخ ۱۴۰۰/۰۳/۰۴ آقای علی اکبر نیکو فرزند محمد به شماره شناسنامه ۱۸۶ صادره از کاشمر در ششدانگ یک قطعه زمین مزروعی به مساحت ۶۷۶۷/۵ مترمربع پلاک ۴۱ فرعی از ۶۱ اصلی واقع در بخش ۳ حوزه ثبت ملک کاشمر محرز گردیده است. لذا به منظور اطلاع عموم مراتب در دو نوبت به فاصله ۱۵ روز آگهی میشود. م الف ۱۴۵۸ تاریخ انتشار نوبت اول: ۱۴۰۰/۰۴/۲۰ تاریخ انتشار نوبت دوم: ۱۴۰۰/۰۵/۰۴ — [427, 507, 775, 639]
notice-signature: احمد جهانگیر رئیس ثبت اسناد و املاک — [227, 406, 408, 418]
ad-separator — [1158, 1956, 1509, 1958]
legal-notice — [792, 204, 1142, 349]
legal-notice — [792, 1216, 1142, 1467]
ad-separator — [1158, 2181, 1509, 2183]
notice-signature: بشیر نعیم زاده رئیس اداره ثبت اسناد و املاک ساوجبلاغ — [878, 889, 1141, 901]
legal-notice — [426, 204, 776, 497]
notice-signature: بشیر نعیم زاده رئیس اداره ثبت اسناد و املاک ساوجبلاغ — [1244, 1712, 1508, 1724]
notice-body: میشود در صورتیکه اشخاص نسبت به صدور سند مالکیت متقاضی اعتراضی داشته باشند میتوانند از تاریخ انتشار اولین آگهی به مدت دو ماه اعتراض خود را به این اداره تسلیم و پس از اخذ رسید ظرف یک ماه از تاریخ تسلیم اعتراض مبادرت به تقدیم دادخواست به دادگاه عمومی محل نماید و گواهی تقدیم دادخواست را به اداره ثبت محل تحویل نماید. بدیهی است در صورت انقضای مدت مذکور و عدم وصول اعتراض طبق مقررات و پس از طی تشریفات قانونی سند مالکیت صادر خواهد شد. ۲۲۱۸۵۰۰ تاریخ انتشار نوبت اول: ۱۴۰۰/۰۴/۲۰ تاریخ انتشار نوبت دوم: ۱۴۰۰/۰۵/۰۴ — [793, 208, 1142, 311]
legal-notice — [1158, 1960, 1509, 2178]
ad-separator — [792, 1665, 1142, 1667]
ad-column — [59, 204, 410, 2191]
ad-separator — [1158, 1731, 1509, 1733]
notice-signature: احمد جهانگیر رئیس ثبت اسناد و املاک — [593, 1907, 775, 1919]
ad-separator — [59, 552, 410, 554]
notice-signature: احمد جهانگیر رئیس ثبت اسناد و املاک — [227, 2047, 408, 2059]
notice-body: اداره کل ثبت اسناد و املاک استان خراسان رضوی اداره ثبت اسناد و املاک حوزه ثبت ملک کاشمر هیات موضوع قانون تعیین تکلیف وضعیت ثبتی اراضی و ساختمانهای فاقد سند رسمی آگهی موضوع ماده ۳ قانون و ماده ۱۳ آئین نامه قانون برابر رای شماره ۱۴۰۰۶۰۳۰۶۰۰۷۰۰۰۵۶۲ مورخ ۱۴۰۰/۰۳/۱۵ آقای ابوالفضل صفری فرزند حسین به شماره شناسنامه ۵۵ صادره از کاشمر در ششدانگ یک قطعه زمین مزروعی به مساحت ۶۱۲۰ مترمربع پلاک ۲۸ فرعی از ۶۱ اصلی واقع در بخش ۳ حوزه ثبت ملک کاشمر محرز گردیده است. م الف ۱۴۶۸ تاریخ انتشار نوبت اول: ۱۴۰۰/۰۴/۲۰ تاریخ انتشار نوبت دوم: ۱۴۰۰/۰۵/۰۴ — [60, 820, 408, 938]
notice-signature: احمد جهانگیر رئیس اداره ثبت اسناد و املاک — [934, 1991, 1141, 2003]
notice-body: اداره کل ثبت اسناد و املاک استان خراسان رضوی اداره ثبت اسناد و املاک حوزه ثبت ملک کاشمر هیات موضوع قانون تعیین تکلیف وضعیت ثبتی اراضی و ساختمانهای فاقد سند رسمی آگهی موضوع ماده ۳ قانون و ماده ۱۳ آئین نامه قانون برابر رای شماره ۱۴۰۰۶۰۳۰۶۰۰۷۰۰۰۵۴۱ مورخ ۱۴۰۰/۰۳/۱۱ آقای مهدی رحیمی فرزند قاسم به شماره شناسنامه ۴۱ صادره از کاشمر در ششدانگ یک قطعه زمین مزروعی به مساحت ۲۹۰۰ مترمربع پلاک ۵ فرعی از ۵۴ اصلی واقع در بخش ۳ حوزه ثبت ملک کاشمر محرز گردیده است. م الف ۱۴۶۵ تاریخ انتشار نوبت اول: ۱۴۰۰/۰۴/۲۰ تاریخ انتشار نوبت دوم: ۱۴۰۰/۰۵/۰۴ — [427, 1993, 775, 2111]
legal-notice — [426, 1781, 776, 1983]
notice-signature: بشیر نعیم زاده رئیس اداره ثبت اسناد و املاک ساوجبلاغ — [878, 602, 1141, 614]
ad-column — [792, 204, 1142, 2191]
notice-body: اداره کل ثبت اسناد و املاک استان خراسان رضوی اداره ثبت اسناد و املاک حوزه ثبت ملک کاشمر هیات موضوع قانون تعیین تکلیف وضعیت ثبتی اراضی و ساختمانهای فاقد سند رسمی آگهی موضوع ماده ۳ قانون و ماده ۱۳ آئین نامه قانون برابر رای شماره ۱۴۰۰۶۰۳۰۶۰۰۷۰۰۰۵۷۹ مورخ ۱۴۰۰/۰۳/۱۶ آقای جواد نصیری فرزند غلامحسین به شماره شناسنامه ۲۴ صادره از کاشمر در ششدانگ یک قطعه زمین مزروعی به مساحت ۵۲۰۰ مترمربع پلاک ۳۰ فرعی از ۹۸ اصلی واقع در بخش ۳ حوزه ثبت ملک کاشمر محرز گردیده است. م الف ۱۴۷۱ تاریخ انتشار نوبت اول: ۱۴۰۰/۰۴/۲۰ تاریخ انتشار نوبت دوم: ۱۴۰۰/۰۵/۰۴ — [60, 1649, 408, 1766]
ad-separator — [792, 351, 1142, 353]
notice-body: آگهی موضوع ماده ۳ قانون و ماده ۱۳ آئین نامه قانون تعیین تکلیف وضعیت ثبتی اراضی و ساختمانهای فاقد سند رسمی برابر رای شماره ۱۴۰۰۶۰۳۲۱۰۲۰۰۰۰۷۹۷ مورخ ۱۴۰۰/۰۲/۲۸ هیات موضوع قانون تعیین تکلیف وضعیت ثبتی اراضی و ساختمانهای فاقد سند رسمی مستقر در واحد ثبتی حوزه ثبت ملک ساوجبلاغ تصرفات مالکانه بلامعارض متقاضی آقای جلال کوهی شکوری فرزند حسین به شماره ملی ۰۵۵۹۷۷۳۰۶۱ نسبت به ۱/۶ مشاع از ششدانگ یک قطعه زمین به مساحت ۸۲۹۵ مترمربع از مالکیت حشمت اله شکوری نسبت به پلاک ۴۴۲ فرعی از ۳۶۷ اصلی ذیل دفتر ۴۴۴ صفحه ۳۰۹ واقع در چهارباغ حوزه ثبت ملک ساوجبلاغ استان البرز تایید و رای هیات صادر گردیده. لذا به منظور اطلاع عموم مراتب در دو نوبت به فاصله ۱۵ روز آگهی میشود در صورتیکه اشخاص نسبت به صدور سند مالکیت متقاضی اعتراضی داشته باشند میتوانند از تاریخ انتشار اولین آگهی به مدت دو ماه اعتراض خود را به این اداره تسلیم و پس از اخذ رسید ظرف یک ماه از تاریخ تسلیم اعتراض مبادرت به تقدیم دادخواست به دادگاه عمومی محل نماید و گواهی تقدیم دادخواست را به اداره ثبت محل تحویل نماید. ۲۲۰۰۵۱۲ تاریخ انتشار نوبت اول: ۱۴۰۰/۰۴/۲۰ تاریخ انتشار نوبت دوم: ۱۴۰۰/۰۵/۰۴ — [793, 1220, 1142, 1429]
notice-body: آگهی موضوع ماده ۳ قانون و ماده ۱۳ آئین نامه قانون تعیین تکلیف وضعیت ثبتی اراضی و ساختمانهای فاقد سند رسمی برابر رای شماره ۱۴۰۰۶۰۳۲۱۰۲۰۰۰۱۱۳۵۰ مورخ ۱۴۰۰/۰۳/۲۷ هیات موضوع قانون تعیین تکلیف وضعیت ثبتی اراضی و ساختمانهای فاقد سند رسمی مستقر در واحد ثبتی حوزه ثبت ملک ساوجبلاغ تصرفات مالکانه بلامعارض متقاضی آقای حسن کرمی فرزند علی به شماره شناسنامه ۲۴۸ صادره ساوجبلاغ در ششدانگ یک قطعه زمین به مساحت ۲۵۰ مترمربع پلاک ۱۵۱ فرعی از ۱۱۲ اصلی واقع در ساوجبلاغ خریداری از مالک رسمی محرز گردیده است. لذا به منظور اطلاع عموم مراتب در دو نوبت به فاصله ۱۵ روز آگهی میشود در صورتی که اشخاص نسبت به صدور سند مالکیت متقاضی اعتراضی داشته باشند میتوانند از تاریخ انتشار اولین آگهی به مدت دو ماه اعتراض خود را به این اداره تسلیم و پس از اخذ رسید ظرف مدت یک ماه از تاریخ تسلیم اعتراض، دادخواست خود را به مراجع قضایی تقدیم نمایند. بدیهی است در صورت انقضای مدت مذکور و عدم وصول اعتراض طبق مقررات سند مالکیت صادر خواهد شد. تاریخ انتشار نوبت اول: ۱۴۰۰/۰۴/۲۰ تاریخ انتشار نوبت دوم: ۱۴۰۰/۰۵/۰۴ — [1160, 1739, 1508, 1933]
notice-signature: بشیر نعیم زاده رئیس اداره ثبت اسناد و املاک ساوجبلاغ — [1244, 2162, 1508, 2174]
